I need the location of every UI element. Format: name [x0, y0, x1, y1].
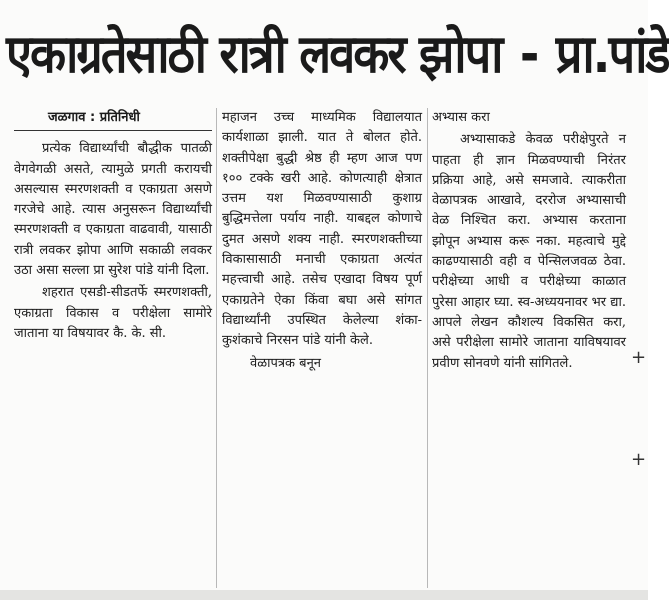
column-2-paragraph-1: महाजन उच्च माध्यमिक विद्यालयात कार्यशाळा झाली. यात ते बोलत होते. शक्तीपेक्षा बुद्धी श्रेष्ठ ही म्हण आज पण १०० टक्के खरी आहे. कोणत्याही क्षेत्रात उत्तम यश मिळवण्यासाठी कुशाग्र बुद्धिमत्तेला पर्याय नाही. याबद्दल कोणाचे दुमत असणे शक्य नाही. स्मरणशक्तीच्या विकासासाठी मनाची एकाग्रता अत्यंत महत्त्वाची आहे. तसेच एखादा विषय पूर्ण एकाग्रतेने ऐका किंवा बघा असे सांगत विद्यार्थ्यांनी उपस्थित केलेल्या शंका-कुशंकाचे निरसन पांडे यांनी केले.	[222, 110, 422, 349]
column-3-paragraph-1: अभ्यास करा	[432, 110, 490, 125]
column-divider-2	[427, 108, 428, 588]
headline-main: एकाग्रतेसाठी रात्री लवकर झोपा	[6, 23, 502, 86]
column-1-paragraph-2: शहरात एसडी-सीडतर्फे स्मरणशक्ती, एकाग्रता विकास व परीक्षेला सामोरे जाताना या विषयावर कै. के. सी.	[14, 285, 212, 341]
column-3	[432, 108, 626, 586]
headline-author: प्रा.पांडे	[555, 23, 669, 86]
column-1	[14, 108, 212, 586]
crop-mark-icon: +	[631, 347, 647, 368]
column-2	[222, 108, 422, 586]
column-2-paragraph-2: वेळापत्रक बनून	[250, 355, 322, 371]
crop-mark-icon: +	[631, 449, 647, 470]
column-divider-1	[216, 108, 217, 588]
headline	[6, 9, 669, 101]
column-3-paragraph-2: अभ्यासाकडे केवळ परीक्षेपुरते न पाहता ही ज्ञान मिळवण्याची निरंतर प्रक्रिया आहे, असे समजावे. त्याकरीता वेळापत्रक आखावे, दररोज अभ्यासाची वेळ निश्चित करा. अभ्यास करताना झोपून अभ्यास करू नका. महत्वाचे मुद्दे काढण्यासाठी वही व पेन्सिलजवळ ठेवा. परीक्षेच्या आधी व परीक्षेच्या काळात पुरेसा आहार घ्या. स्व-अध्ययनावर भर द्या. आपले लेखन कौशल्य विकसित करा, असे परीक्षेला सामोरे जाताना याविषयावर प्रवीण सोनवणे यांनी सांगितले.	[432, 132, 626, 371]
headline-dash: -	[519, 23, 538, 86]
column-1-paragraph-1: प्रत्येक विद्यार्थ्यांची बौद्धीक पातळी वेगवेगळी असते, त्यामुळे प्रगती करायची असल्यास स्मरणशक्ती व एकाग्रता असणे गरजेचे आहे. त्यास अनुसरून विद्यार्थ्यांची स्मरणशक्ती व एकाग्रता वाढवावी, यासाठी रात्री लवकर झोपा आणि सकाळी लवकर उठा असा सल्ला प्रा सुरेश पांडे यांनी दिला.	[14, 141, 212, 279]
byline: जळगाव : प्रतिनिधी	[14, 108, 212, 131]
page-bottom-edge	[0, 590, 648, 600]
